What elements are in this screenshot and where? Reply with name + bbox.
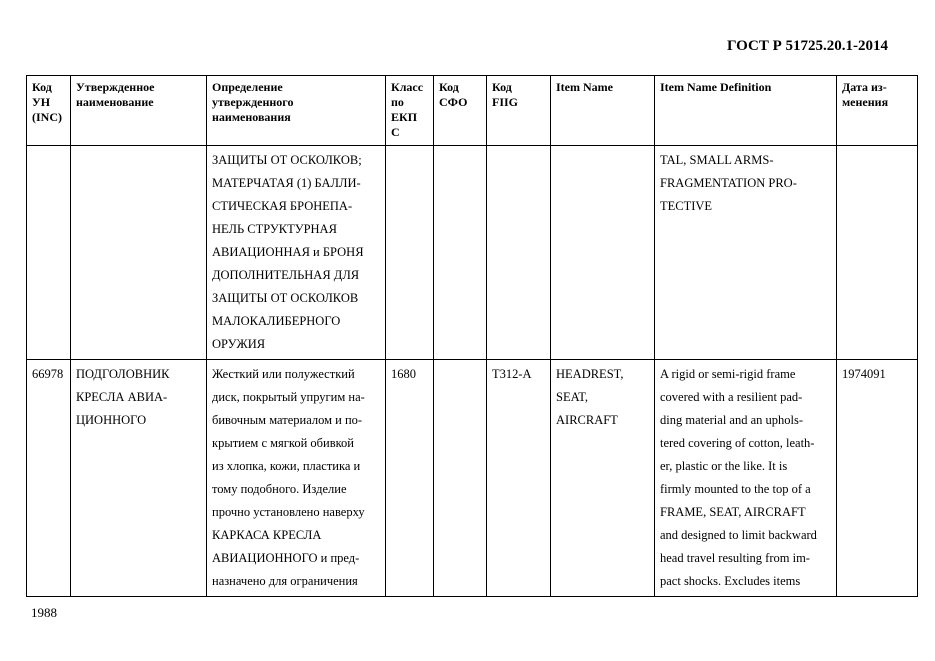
document-code: ГОСТ Р 51725.20.1-2014 bbox=[726, 38, 888, 54]
text-line: firmly mounted to the top of a bbox=[660, 482, 811, 496]
text-line: tered covering of cotton, leath- bbox=[660, 436, 815, 450]
col-header-code bbox=[27, 76, 71, 146]
text-line: ЦИОННОГО bbox=[76, 413, 147, 427]
text-line: Код bbox=[32, 80, 52, 94]
text-line: Код bbox=[439, 80, 459, 94]
text-line: крытием с мягкой обивкой bbox=[212, 436, 354, 450]
text-line: FRAME, SEAT, AIRCRAFT bbox=[660, 505, 806, 519]
col-header-sfo bbox=[434, 76, 487, 146]
text-line: МАТЕРЧАТАЯ (1) БАЛЛИ- bbox=[212, 176, 361, 190]
text-line: Утвержденное bbox=[76, 80, 155, 94]
text-line: назначено для ограничения bbox=[212, 574, 358, 588]
text-line: TECTIVE bbox=[660, 199, 713, 213]
text-line: наименования bbox=[212, 110, 291, 124]
text-line: Определение bbox=[212, 80, 283, 94]
text-line: КАРКАСА КРЕСЛА bbox=[212, 528, 322, 542]
text-line: СТИЧЕСКАЯ БРОНЕПА- bbox=[212, 199, 353, 213]
text-line: УН bbox=[32, 95, 51, 109]
cell-sfo bbox=[434, 146, 487, 360]
text-line: КРЕСЛА АВИА- bbox=[76, 390, 168, 404]
text-line: ЕКП bbox=[391, 110, 418, 124]
text-line: head travel resulting from im- bbox=[660, 551, 810, 565]
text-line: С bbox=[391, 125, 400, 139]
text-line: Item Name Definition bbox=[660, 80, 772, 94]
page-number: 1988 bbox=[31, 605, 57, 620]
text-line: er, plastic or the like. It is bbox=[660, 459, 788, 473]
text-line: НЕЛЬ СТРУКТУРНАЯ bbox=[212, 222, 337, 236]
text-line: ding material and an uphols- bbox=[660, 413, 804, 427]
col-header-definition bbox=[207, 76, 386, 146]
cell-fiig bbox=[487, 146, 551, 360]
cell-code: 66978 bbox=[27, 360, 71, 597]
table-row bbox=[27, 146, 918, 360]
cell-definition bbox=[207, 360, 386, 597]
header-row bbox=[27, 76, 918, 146]
text-line: and designed to limit backward bbox=[660, 528, 817, 542]
text-line: ПОДГОЛОВНИК bbox=[76, 367, 170, 381]
cell-item-definition bbox=[655, 146, 837, 360]
text-line: A rigid or semi-rigid frame bbox=[660, 367, 796, 381]
text-line: менения bbox=[842, 95, 889, 109]
text-line: Класс bbox=[391, 80, 424, 94]
text-line: ЗАЩИТЫ ОТ ОСКОЛКОВ; bbox=[212, 153, 362, 167]
cell-class bbox=[386, 146, 434, 360]
text-line: Дата из- bbox=[842, 80, 887, 94]
col-header-name bbox=[71, 76, 207, 146]
text-line: ЗАЩИТЫ ОТ ОСКОЛКОВ bbox=[212, 291, 359, 305]
cell-date: 1974091 bbox=[837, 360, 918, 597]
text-line: ОРУЖИЯ bbox=[212, 337, 266, 351]
text-line: TAL, SMALL ARMS- bbox=[660, 153, 774, 167]
text-line: SEAT, bbox=[556, 390, 589, 404]
text-line: АВИАЦИОННАЯ и БРОНЯ bbox=[212, 245, 364, 259]
text-line: прочно установлено наверху bbox=[212, 505, 365, 519]
cell-definition bbox=[207, 146, 386, 360]
text-line: HEADREST, bbox=[556, 367, 624, 381]
text-line: ДОПОЛНИТЕЛЬНАЯ ДЛЯ bbox=[212, 268, 360, 282]
text-line: бивочным материалом и по- bbox=[212, 413, 363, 427]
cell-class: 1680 bbox=[386, 360, 434, 597]
text-line: (INC) bbox=[32, 110, 62, 124]
col-header-item-name bbox=[551, 76, 655, 146]
text-line: диск, покрытый упругим на- bbox=[212, 390, 365, 404]
cell-name bbox=[71, 146, 207, 360]
text-line: Жесткий или полужесткий bbox=[212, 367, 355, 381]
cell-item-name bbox=[551, 360, 655, 597]
cell-item-name bbox=[551, 146, 655, 360]
text-line: утвержденного bbox=[212, 95, 294, 109]
nomenclature-table bbox=[26, 75, 918, 597]
text-line: из хлопка, кожи, пластика и bbox=[212, 459, 361, 473]
text-line: тому подобного. Изделие bbox=[212, 482, 347, 496]
text-line: Код bbox=[492, 80, 512, 94]
text-line: СФО bbox=[439, 95, 468, 109]
col-header-fiig bbox=[487, 76, 551, 146]
table-row bbox=[27, 360, 918, 597]
text-line: наименование bbox=[76, 95, 154, 109]
text-line: pact shocks. Excludes items bbox=[660, 574, 801, 588]
col-header-date bbox=[837, 76, 918, 146]
text-line: Item Name bbox=[556, 80, 613, 94]
text-line: АВИАЦИОННОГО и пред- bbox=[212, 551, 360, 565]
cell-date bbox=[837, 146, 918, 360]
text-line: МАЛОКАЛИБЕРНОГО bbox=[212, 314, 341, 328]
text-line: AIRCRAFT bbox=[556, 413, 618, 427]
col-header-item-definition bbox=[655, 76, 837, 146]
text-line: FRAGMENTATION PRO- bbox=[660, 176, 797, 190]
cell-fiig: T312-A bbox=[487, 360, 551, 597]
cell-item-definition bbox=[655, 360, 837, 597]
cell-sfo bbox=[434, 360, 487, 597]
text-line: по bbox=[391, 95, 404, 109]
cell-code bbox=[27, 146, 71, 360]
text-line: covered with a resilient pad- bbox=[660, 390, 803, 404]
cell-name bbox=[71, 360, 207, 597]
col-header-class bbox=[386, 76, 434, 146]
text-line: FIIG bbox=[492, 95, 519, 109]
